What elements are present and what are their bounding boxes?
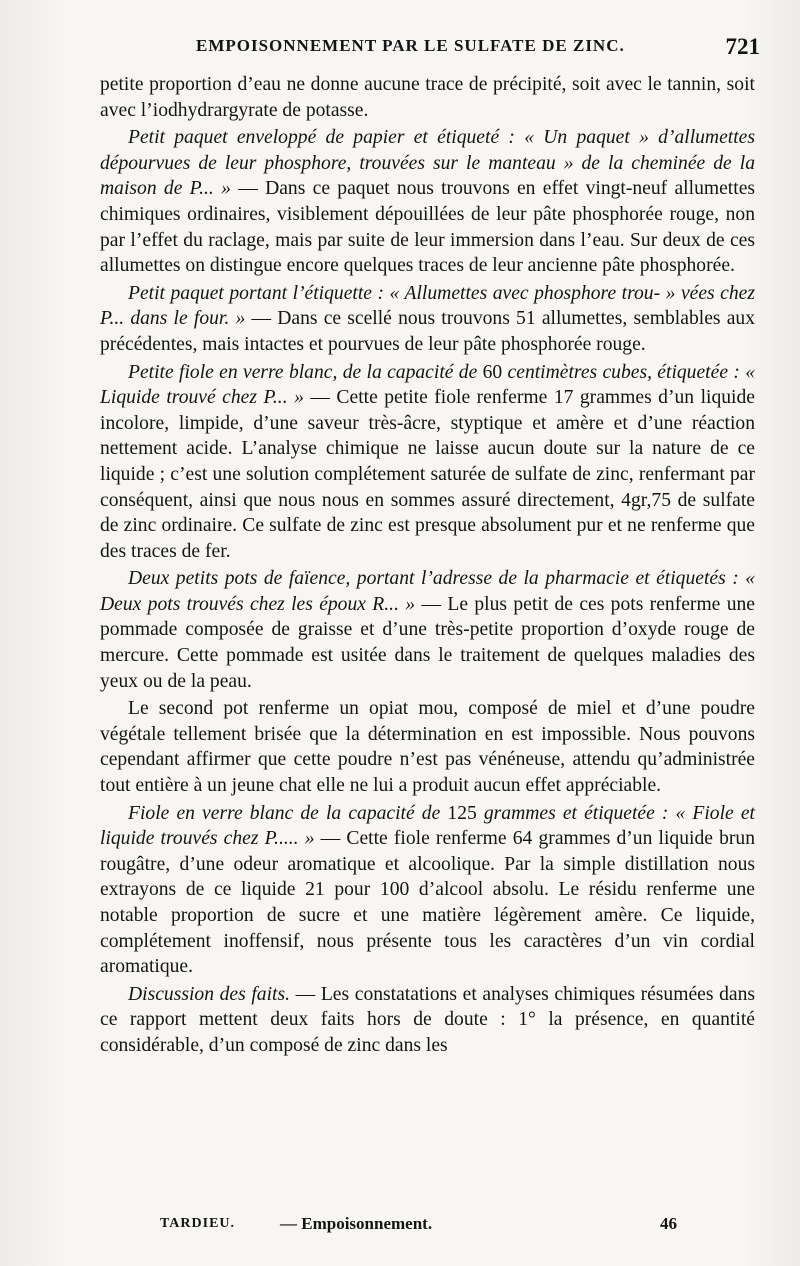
text-run: Le second pot renferme un opiat mou, composé de miel et d’une poudre végétale tellement brisée que la détermination en est impossible. Nous pouvons cependant affirmer que cette poudre n’est pas vénéneuse, attendu qu’administrée tout entière à un jeune chat elle ne lui a produit aucun effet appréciable. — [100, 698, 755, 797]
footer-author: TARDIEU. — [160, 1216, 236, 1231]
text-run: petite proportion d’eau ne donne aucune trace de précipité, soit avec le tannin, soit avec l’iodhydrargyrate de potasse. — [100, 74, 755, 121]
footer-title: — Empoisonnement. — [280, 1214, 433, 1233]
paragraph — [100, 360, 755, 565]
text-run: — Cette petite fiole renferme 17 grammes d’un liquide incolore, limpide, d’une saveur très-âcre, styptique et amère et d’une réaction nettement acide. L’analyse chimique ne laisse aucun doute sur la nature de ce liquide ; c’est une solution complétement saturée de sulfate de zinc, renfermant par conséquent, ainsi que nous nous en sommes assuré directement, 4gr,75 de sulfate de zinc ordinaire. Ce sulfate de zinc est presque absolument pur et ne renferme que des traces de fer. — [100, 387, 755, 562]
text-run: — Les constatations et analyses chimiques résumées dans ce rapport mettent deux faits hors de doute : 1° la présence, en quantité considérable, d’un composé de zinc dans les — [100, 983, 756, 1056]
italic-text: Petit paquet portant l’étiquette : « Allumettes avec phosphore trou- » vées chez P... dans le four. » — [100, 282, 755, 330]
italic-text: grammes et étiquetée : « Fiole et liquide trouvés chez P..... » — [100, 802, 755, 850]
body-text — [100, 72, 755, 1059]
running-title: EMPOISONNEMENT PAR LE SULFATE DE ZINC. — [196, 36, 625, 55]
italic-text: Deux petits pots de faïence, portant l’adresse de la pharmacie et étiquetés : « Deux pots trouvés chez les époux R... » — [100, 568, 755, 615]
paragraph — [100, 801, 755, 980]
italic-text: Fiole en verre blanc de la capacité de — [128, 802, 448, 824]
paragraph — [100, 281, 755, 358]
page-footer — [160, 1216, 720, 1242]
paragraph — [100, 125, 755, 279]
paragraph — [100, 982, 755, 1059]
page-header — [100, 34, 760, 64]
text-run: 125 — [447, 802, 477, 824]
paragraph — [100, 72, 755, 123]
footer-signature: 46 — [660, 1214, 677, 1233]
italic-text: centimètres cubes, étiquetée : « Liquide trouvé chez P... » — [100, 361, 755, 409]
text-run: — Cette fiole renferme 64 grammes d’un liquide brun rougâtre, d’une odeur aromatique et alcoolique. Par la simple distillation nous extrayons de ce liquide 21 pour 100 d’alcool absolu. Le résidu renferme une notable proportion de sucre et une matière légèrement amère. Ce liquide, complétement inoffensif, nous présente tous les caractères d’un vin cordial aromatique. — [100, 828, 755, 978]
text-run: — Dans ce scellé nous trouvons 51 allumettes, semblables aux précédentes, mais intactes et pourvues de leur pâte phosphorée rouge. — [100, 308, 755, 355]
paragraph — [100, 566, 755, 694]
text-run: — Le plus petit de ces pots renferme une pommade composée de graisse et d’une très-petite proportion d’oxyde rouge de mercure. Cette pommade est usitée dans le traitement de quelques maladies des yeux ou de la peau. — [100, 593, 756, 692]
italic-text: Petite fiole en verre blanc, de la capacité de — [128, 361, 483, 383]
paragraph — [100, 696, 755, 798]
italic-text: Petit paquet enveloppé de papier et étiqueté : « Un paquet » d’allumettes dépourvues de leur phosphore, trouvées sur le manteau » de la cheminée de la maison de P... » — [100, 127, 755, 200]
text-run: 60 — [482, 361, 503, 383]
page-number: 721 — [725, 34, 760, 59]
italic-text: Discussion des faits. — [128, 983, 291, 1005]
text-run: — Dans ce paquet nous trouvons en effet vingt-neuf allumettes chimiques ordinaires, visiblement dépouillées de leur pâte phosphorée rouge, non par l’effet du raclage, mais par suite de leur immersion dans l’eau. Sur deux de ces allumettes on distingue encore quelques traces de leur ancienne pâte phosphorée. — [100, 178, 756, 277]
